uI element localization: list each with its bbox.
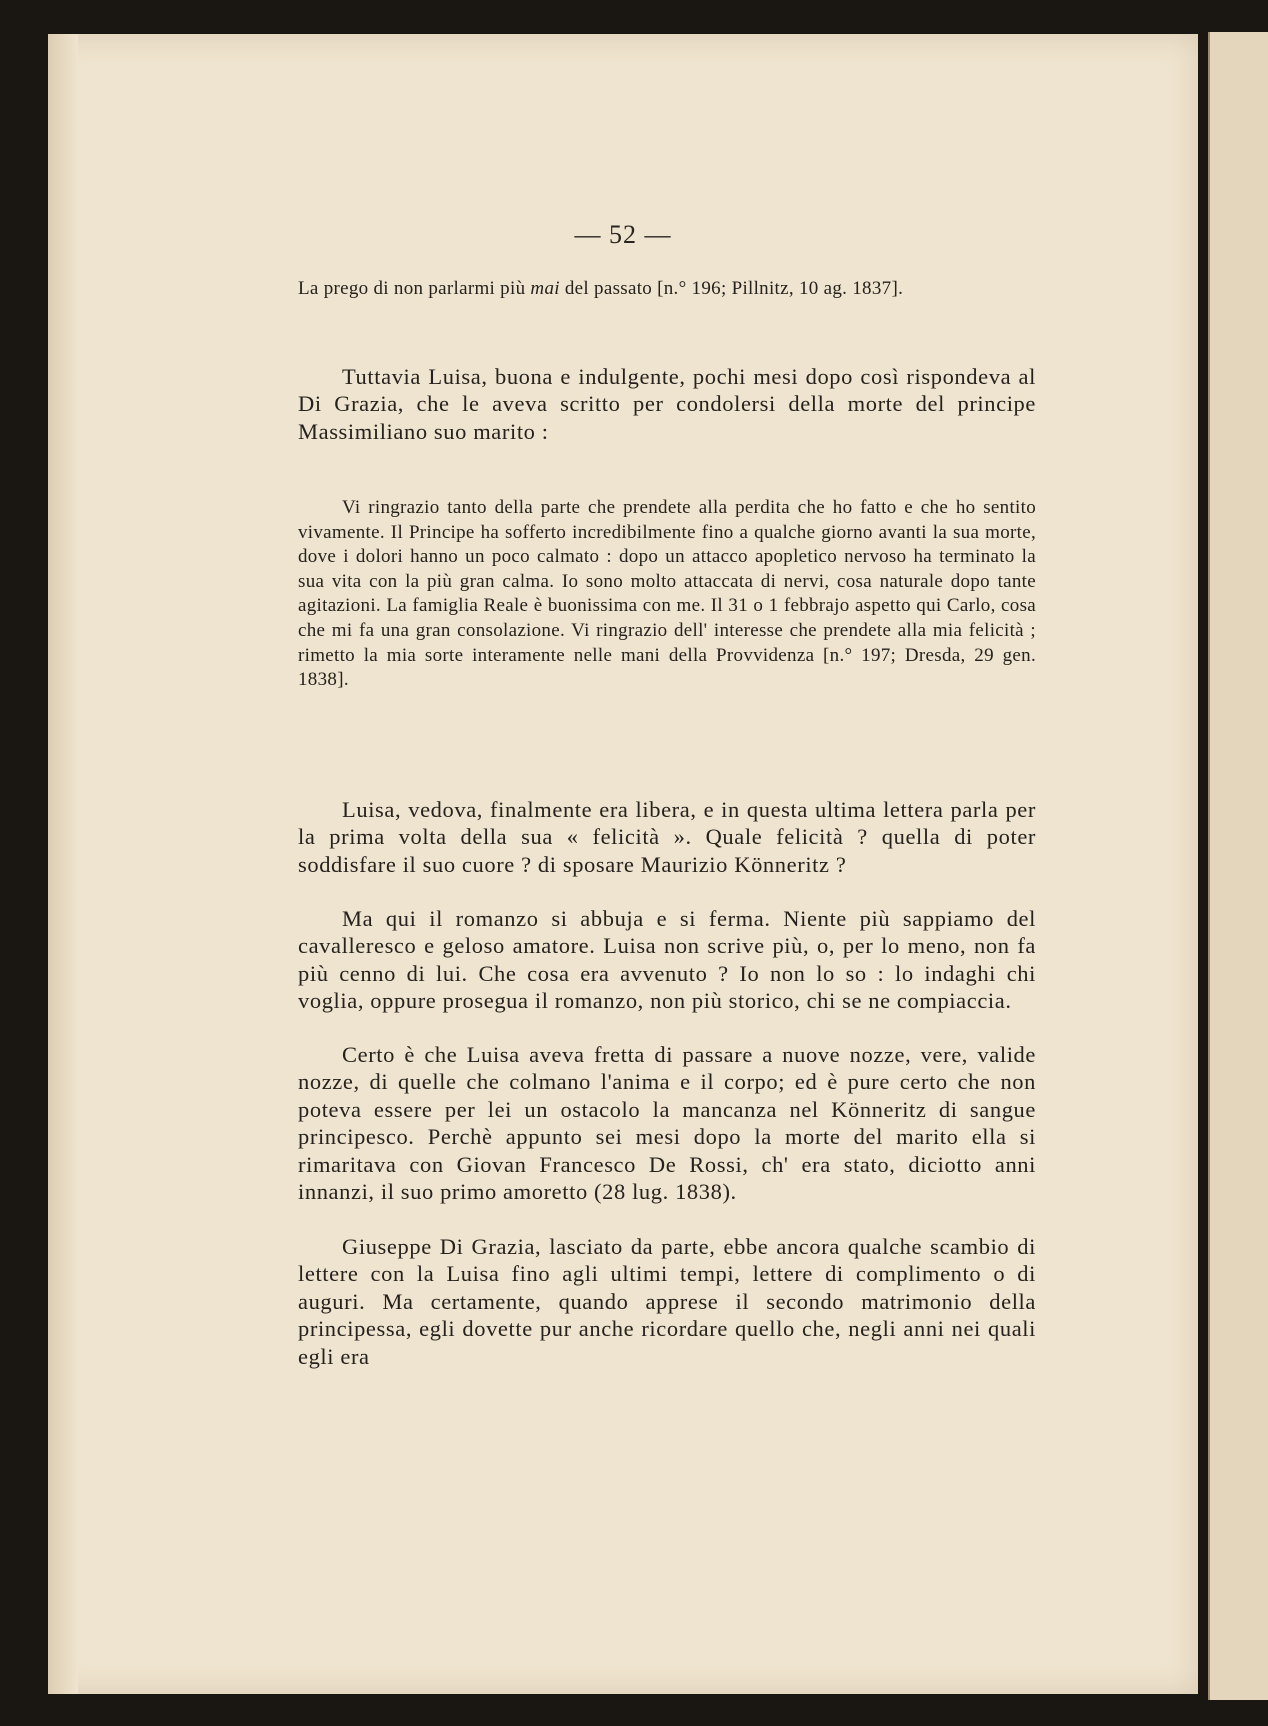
paragraph-3 bbox=[298, 905, 1036, 1015]
letter-quote bbox=[298, 496, 1036, 693]
paragraph-5 bbox=[298, 1233, 1036, 1370]
intro-quote-text-b: del passato [n.° 196; Pillnitz, 10 ag. 1837]. bbox=[559, 278, 904, 299]
paragraph-1 bbox=[298, 363, 1036, 445]
page-binding-shadow bbox=[48, 34, 78, 1694]
intro-quote-text-a: La prego di non parlarmi più bbox=[298, 278, 531, 299]
intro-quote bbox=[298, 277, 1036, 302]
page-number: — 52 — bbox=[574, 220, 672, 249]
paragraph-1-text: Tuttavia Luisa, buona e indulgente, pochi mesi dopo così rispondeva al Di Grazia, che le aveva scritto per condolersi della morte del principe Massimiliano suo marito : bbox=[298, 364, 1036, 444]
letter-quote-text: Vi ringrazio tanto della parte che prendete alla perdita che ho fatto e che ho sentito vivamente. Il Principe ha sofferto incredibilmente fino a qualche giorno avanti la sua morte, dove i dolori hanno un poco calmato : dopo un attacco apopletico nervoso ha terminato la sua vita con la più gran calma. Io sono molto attaccata di nervi, cosa naturale dopo tante agitazioni. La famiglia Reale è buonissima con me. Il 31 o 1 febbrajo aspetto qui Carlo, cosa che mi fa una gran consolazione. Vi ringrazio dell' interesse che prendete alla mia felicità ; rimetto la mia sorte interamente nelle mani della Provvidenza [n.° 197; Dresda, 29 gen. 1838]. bbox=[298, 497, 1036, 691]
adjacent-page-edge bbox=[1208, 32, 1268, 1700]
paragraph-3-text: Ma qui il romanzo si abbuja e si ferma. Niente più sappiamo del cavalleresco e geloso amatore. Luisa non scrive più, o, per lo meno, non fa più cenno di lui. Che cosa era avvenuto ? Io non lo so : lo indaghi chi voglia, oppure prosegua il romanzo, non più storico, chi se ne compiaccia. bbox=[298, 906, 1036, 1014]
intro-quote-emphasis: mai bbox=[530, 278, 560, 299]
paragraph-2 bbox=[298, 796, 1036, 878]
paragraph-4 bbox=[298, 1041, 1036, 1205]
paragraph-5-text: Giuseppe Di Grazia, lasciato da parte, ebbe ancora qualche scambio di lettere con la Luisa fino agli ultimi tempi, lettere di complimento o di auguri. Ma certamente, quando apprese il secondo matrimonio della principessa, egli dovette pur anche ricordare quello che, negli anni nei quali egli era bbox=[298, 1234, 1036, 1369]
paragraph-2-text: Luisa, vedova, finalmente era libera, e in questa ultima lettera parla per la prima volta della sua « felicità ». Quale felicità ? quella di poter soddisfare il suo cuore ? di sposare Maurizio Könneritz ? bbox=[298, 797, 1036, 877]
paragraph-4-text: Certo è che Luisa aveva fretta di passare a nuove nozze, vere, valide nozze, di quelle che colmano l'anima e il corpo; ed è pure certo che non poteva essere per lei un ostacolo la mancanza nel Könneritz di sangue principesco. Perchè appunto sei mesi dopo la morte del marito ella si rimaritava con Giovan Francesco De Rossi, ch' era stato, diciotto anni innanzi, il suo primo amoretto (28 lug. 1838). bbox=[298, 1042, 1036, 1205]
